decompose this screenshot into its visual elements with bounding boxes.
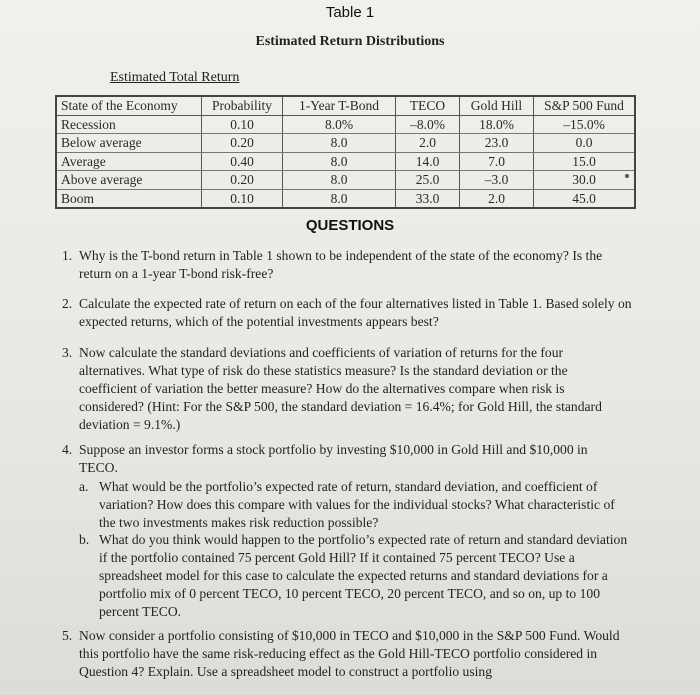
table-cell: 0.10 [202, 189, 283, 208]
table-title: Table 1 [325, 4, 375, 21]
table-header-row [56, 96, 635, 115]
table-cell: Above average [56, 171, 202, 190]
table-cell: 2.0 [396, 134, 460, 153]
table-cell: –3.0 [460, 171, 534, 190]
table-cell: 0.0 [534, 134, 636, 153]
question-4b [79, 531, 631, 621]
table-cell: –8.0% [396, 115, 460, 134]
question-4a [79, 478, 631, 532]
column-header: TECO [396, 96, 460, 115]
table-cell: 0.20 [202, 171, 283, 190]
table-cell: –15.0% [534, 115, 636, 134]
table-row [56, 115, 635, 134]
table-cell: 0.10 [202, 115, 283, 134]
question-number: 4. [62, 442, 73, 457]
table-row [56, 189, 635, 208]
question-number: 1. [62, 248, 73, 263]
question-3 [62, 344, 622, 434]
table-cell: 8.0 [283, 152, 396, 171]
table-row [56, 171, 635, 190]
subquestion-text: What do you think would happen to the portfolio’s expected rate of return and standard deviation if the portfolio contained 75 percent Gold Hill? If it contained 75 percent TECO? Use a spreadsheet model for this case to calculate the expected returns and standard deviations for a portfolio mix of 0 percent TECO, 10 percent TECO, 20 percent TECO, and so on, up to 100 percent TECO. [99, 532, 628, 619]
questions-heading: QUESTIONS [305, 217, 395, 234]
column-header: S&P 500 Fund [534, 96, 636, 115]
table-cell: Boom [56, 189, 202, 208]
table-cell: 18.0% [460, 115, 534, 134]
column-header: Gold Hill [460, 96, 534, 115]
table-cell: Average [56, 152, 202, 171]
stray-mark [625, 174, 629, 178]
question-text: Calculate the expected rate of return on each of the four alternatives listed in Table 1. Based solely on expected returns, which of the potential investments appears best? [79, 296, 632, 329]
question-text: Suppose an investor forms a stock portfolio by investing $10,000 in Gold Hill and $10,000 in TECO. [79, 442, 588, 475]
question-number: 3. [62, 345, 73, 360]
question-text: Now calculate the standard deviations and coefficients of variation of returns for the four alternatives. What type of risk do these statistics measure? Is the standard deviation or the coefficient of variation the better measure? How do the alternatives compare when risk is considered? (Hint: For the S&P 500, the standard deviation = 16.4%; for Gold Hill, the standard deviation = 9.1%.) [79, 345, 602, 432]
table-cell: 0.40 [202, 152, 283, 171]
question-2 [62, 295, 638, 331]
table-cell: 7.0 [460, 152, 534, 171]
table-cell: 15.0 [534, 152, 636, 171]
table-cell: 23.0 [460, 134, 534, 153]
estimated-total-return-label: Estimated Total Return [110, 70, 240, 85]
table-cell: 33.0 [396, 189, 460, 208]
question-1 [62, 247, 638, 283]
question-number: 2. [62, 296, 73, 311]
table-row [56, 134, 635, 153]
column-header: Probability [202, 96, 283, 115]
table-cell: 30.0 [534, 171, 636, 190]
table-cell: 0.20 [202, 134, 283, 153]
subquestion-label: a. [79, 479, 89, 494]
question-text: Now consider a portfolio consisting of $10,000 in TECO and $10,000 in the S&P 500 Fund. Would this portfolio have the same risk-reducing effect as the Gold Hill-TECO portfolio considered in Question 4? Explain. Use a spreadsheet model to construct a portfolio using [79, 628, 620, 679]
subquestion-label: b. [79, 532, 90, 547]
table-cell: 8.0% [283, 115, 396, 134]
table-cell: 8.0 [283, 134, 396, 153]
question-text: Why is the T-bond return in Table 1 shown to be independent of the state of the economy? Is the return on a 1-year T-bond risk-free? [79, 248, 603, 281]
table-cell: 2.0 [460, 189, 534, 208]
table-cell: 8.0 [283, 189, 396, 208]
question-5 [62, 627, 622, 681]
table-cell: Recession [56, 115, 202, 134]
subquestion-text: What would be the portfolio’s expected rate of return, standard deviation, and coefficient of variation? How does this compare with values for the individual stocks? What characteristic of the two investments makes risk reduction possible? [99, 479, 615, 530]
table-cell: 25.0 [396, 171, 460, 190]
column-header: State of the Economy [56, 96, 202, 115]
column-header: 1-Year T-Bond [283, 96, 396, 115]
table-row [56, 152, 635, 171]
table-cell: 14.0 [396, 152, 460, 171]
question-number: 5. [62, 628, 73, 643]
table-cell: 8.0 [283, 171, 396, 190]
table-cell: 45.0 [534, 189, 636, 208]
return-distribution-table [55, 95, 636, 209]
table-subtitle: Estimated Return Distributions [255, 34, 445, 49]
question-4 [62, 441, 628, 477]
table-cell: Below average [56, 134, 202, 153]
